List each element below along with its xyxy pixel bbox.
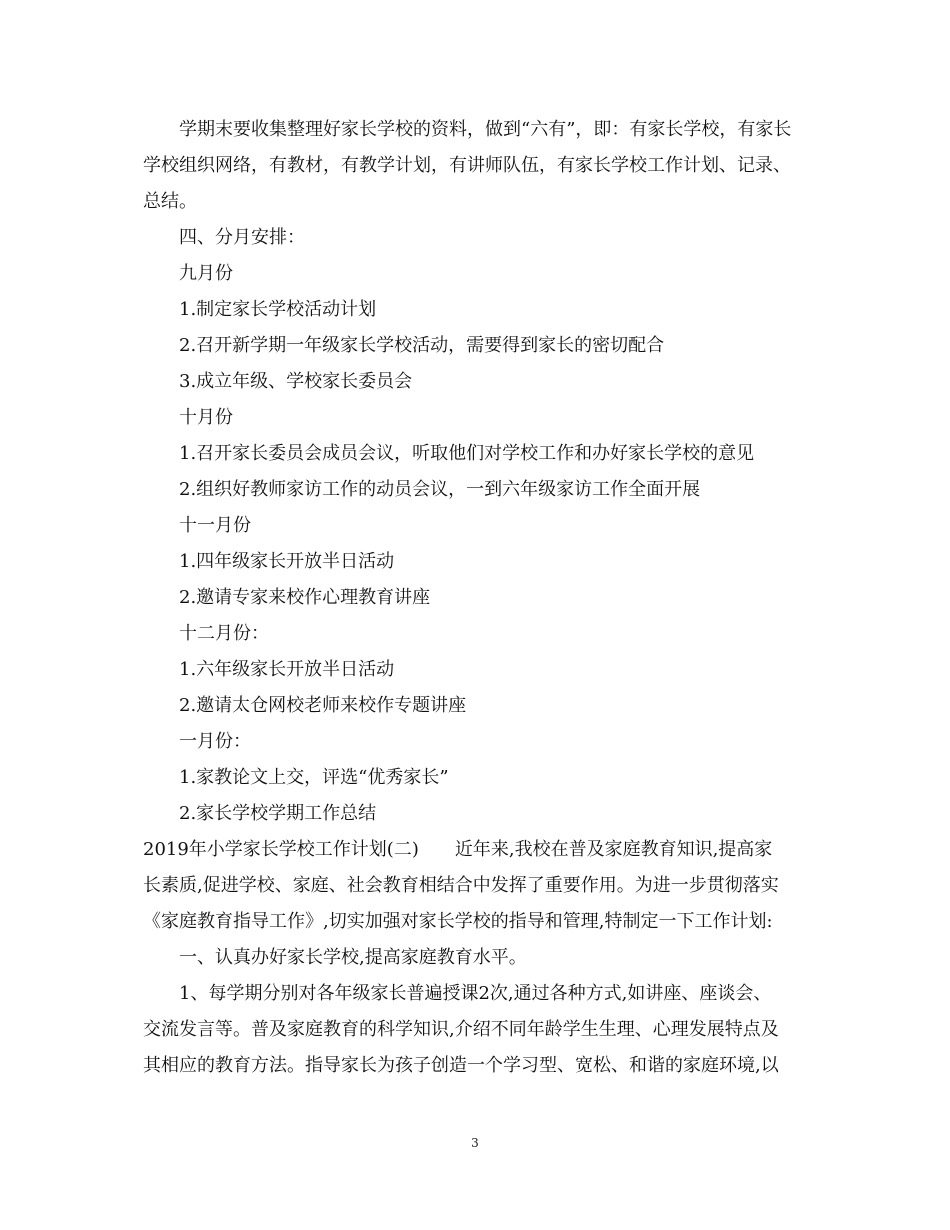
paragraph-line: 其相应的教育方法。指导家长为孩子创造一个学习型、宽松、和谐的家庭环境,以: [143, 1055, 779, 1076]
section-heading: 一、认真办好家长学校,提高家庭教育水平。: [179, 947, 527, 968]
month-heading: 十一月份: [179, 515, 251, 536]
paragraph-line: 2019年小学家长学校工作计划(二) 近年来,我校在普及家庭教育知识,提高家: [143, 839, 773, 860]
paragraph-line: 学期末要收集整理好家长学校的资料，做到“六有”，即：有家长学校，有家长: [179, 119, 792, 140]
list-item: 2.邀请专家来校作心理教育讲座: [179, 587, 431, 608]
list-item: 3.成立年级、学校家长委员会: [179, 371, 413, 392]
paragraph-line: 学校组织网络，有教材，有教学计划，有讲师队伍，有家长学校工作计划、记录、: [143, 155, 791, 176]
paragraph-line: 总结。: [143, 191, 197, 212]
paragraph-line: 长素质,促进学校、家庭、社会教育相结合中发挥了重要作用。为进一步贯彻落实: [143, 875, 779, 896]
month-heading: 一月份：: [179, 731, 251, 752]
list-item: 1.六年级家长开放半日活动: [179, 659, 395, 680]
month-heading: 十月份: [179, 407, 233, 428]
paragraph-line: 《家庭教育指导工作》,切实加强对家长学校的指导和管理,特制定一下工作计划:: [143, 911, 773, 932]
list-item: 1.召开家长委员会成员会议，听取他们对学校工作和办好家长学校的意见: [179, 443, 755, 464]
list-item: 2.邀请太仓网校老师来校作专题讲座: [179, 695, 467, 716]
document-body: [143, 112, 811, 1084]
list-item: 2.组织好教师家访工作的动员会议，一到六年级家访工作全面开展: [179, 479, 701, 500]
list-item: 1.制定家长学校活动计划: [179, 299, 377, 320]
list-item: 2.召开新学期一年级家长学校活动，需要得到家长的密切配合: [179, 335, 665, 356]
month-heading: 十二月份：: [179, 623, 269, 644]
paragraph-line: 交流发言等。普及家庭教育的科学知识,介绍不同年龄学生生理、心理发展特点及: [143, 1019, 779, 1040]
list-item: 1.家教论文上交，评选“优秀家长”: [179, 767, 449, 788]
month-heading: 九月份: [179, 263, 233, 284]
paragraph-line: 1、每学期分别对各年级家长普遍授课2次,通过各种方式,如讲座、座谈会、: [179, 983, 772, 1004]
list-item: 2.家长学校学期工作总结: [179, 803, 377, 824]
section-heading: 四、分月安排：: [179, 227, 305, 248]
list-item: 1.四年级家长开放半日活动: [179, 551, 395, 572]
page-number: 3: [471, 1136, 479, 1150]
